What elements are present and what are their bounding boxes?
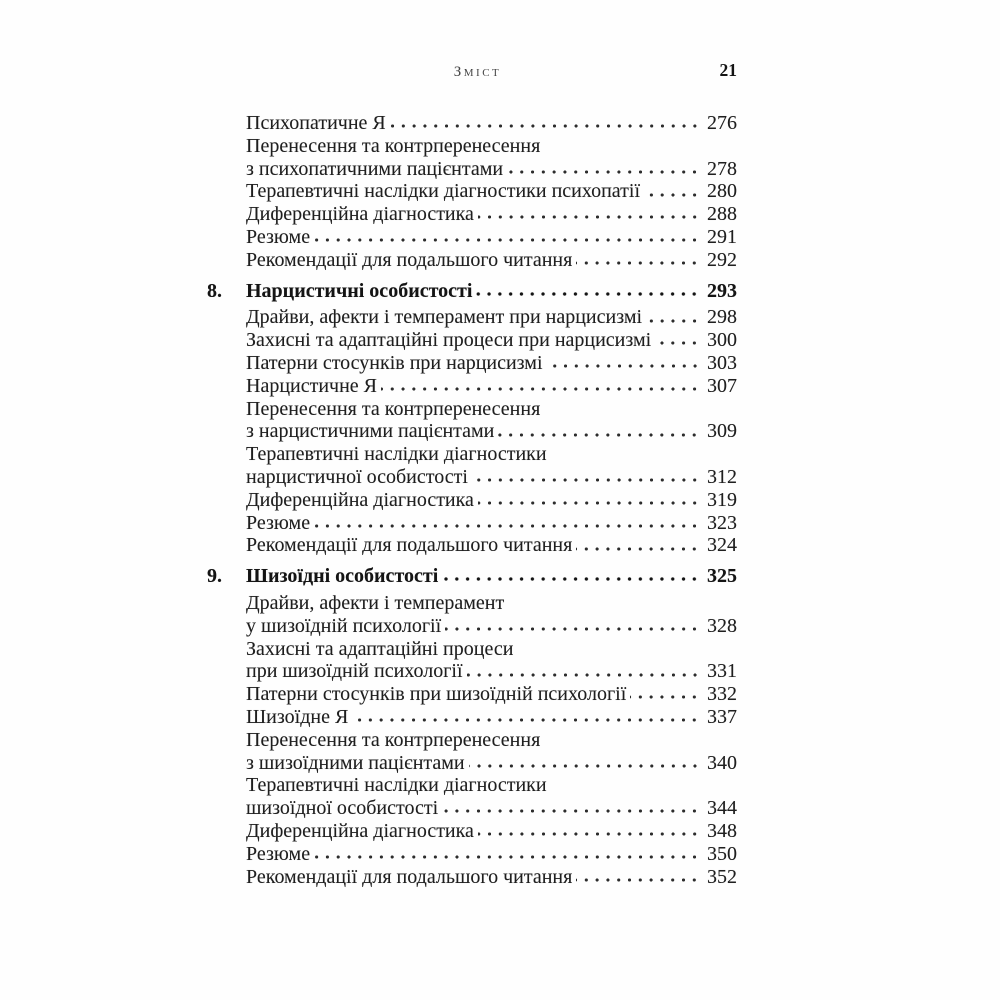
toc-entry-page: 291 [707, 225, 737, 248]
toc-entry-title: Нарцистичне Я [246, 374, 378, 397]
dot-leader [478, 820, 703, 843]
toc-entry-row [246, 820, 737, 843]
toc-entry-page: 325 [707, 565, 737, 588]
toc-entry-row [246, 534, 737, 557]
toc-entry-title: Терапевтичні наслідки діагностики [246, 443, 547, 466]
toc-entry-page: 312 [707, 465, 737, 488]
toc-entry-title: Перенесення та контрперенесення [246, 728, 541, 751]
toc-entry-row [246, 306, 737, 329]
toc-entry-row [246, 592, 737, 615]
dot-leader [314, 512, 703, 535]
toc-entry-title: Перенесення та контрперенесення [246, 134, 541, 157]
chapter-number: 9. [207, 565, 222, 588]
toc-chapter-row [207, 565, 737, 588]
toc-entry-title: Рекомендації для подальшого читання [246, 865, 573, 888]
toc-entry-page: 298 [707, 306, 737, 329]
toc-entry-row [246, 660, 737, 683]
dot-leader [547, 352, 703, 375]
toc-entry-title: Диференційна діагностика [246, 488, 474, 511]
toc-entry-title: при шизоїдній психології [246, 660, 463, 683]
toc-entry-title: Патерни стосунків при нарцисизмі [246, 351, 543, 374]
toc-entry-row [246, 420, 737, 443]
toc-entry-row [246, 512, 737, 535]
toc-entry-title: у шизоїдній психології [246, 614, 442, 637]
toc-entry-page: 331 [707, 660, 737, 683]
toc-entry-row [246, 706, 737, 729]
toc-entry-title: Рекомендації для подальшого читання [246, 534, 573, 557]
toc-entry-page: 344 [707, 797, 737, 820]
toc-entry-page: 276 [707, 112, 737, 134]
running-head [246, 62, 737, 84]
toc-entry-title: Патерни стосунків при шизоїдній психології [246, 683, 627, 706]
toc-entry-row [246, 226, 737, 249]
toc-entry-title: Диференційна діагностика [246, 819, 474, 842]
toc-entry-page: 278 [707, 157, 737, 180]
toc-entry-page: 309 [707, 420, 737, 443]
toc-entry-page: 352 [707, 865, 737, 888]
dot-leader [576, 534, 703, 557]
toc-entry-title: Терапевтичні наслідки діагностики [246, 774, 547, 797]
dot-leader [478, 489, 703, 512]
toc-entry-title: нарцистичної особистості [246, 465, 468, 488]
dot-leader [476, 280, 703, 303]
toc-entry-row [246, 774, 737, 797]
toc-entry-page: 350 [707, 842, 737, 865]
toc-entry-page: 280 [707, 180, 737, 203]
toc-entry-row [246, 375, 737, 398]
toc-entry-title: Резюме [246, 511, 311, 534]
dot-leader [442, 565, 703, 588]
toc-entry-row [246, 203, 737, 226]
toc-entry-row [246, 797, 737, 820]
dot-leader [445, 615, 703, 638]
dot-leader [507, 158, 703, 181]
toc-entry-row [246, 752, 737, 775]
chapter-number: 8. [207, 279, 222, 302]
toc-entry-page: 303 [707, 351, 737, 374]
toc-entry-page: 319 [707, 488, 737, 511]
dot-leader [352, 706, 703, 729]
toc-entry-row [246, 398, 737, 421]
dot-leader [472, 466, 703, 489]
dot-leader [498, 420, 703, 443]
toc-entry-row [246, 352, 737, 375]
toc-entry-title: шизоїдної особистості [246, 797, 439, 820]
toc-entry-title: Диференційна діагностика [246, 203, 474, 226]
toc-entry-page: 337 [707, 705, 737, 728]
toc-entry-title: Перенесення та контрперенесення [246, 397, 541, 420]
toc-entry-title: Рекомендації для подальшого читання [246, 248, 573, 271]
toc-entry-page: 288 [707, 203, 737, 226]
toc-entry-row [246, 329, 737, 352]
toc-entry-row [246, 683, 737, 706]
toc-entry-title: Драйви, афекти і темперамент при нарцисизмі [246, 306, 643, 329]
toc-entry-page: 332 [707, 683, 737, 706]
toc-chapter-row [207, 279, 737, 303]
dot-leader [390, 112, 703, 135]
toc-entry-row [246, 135, 737, 158]
dot-leader [314, 843, 703, 866]
toc-entry-row [246, 112, 737, 135]
toc-entry-row [246, 638, 737, 661]
dot-leader [576, 249, 703, 272]
toc-entry-row [246, 843, 737, 866]
toc-entry-row [246, 466, 737, 489]
toc-entry-title: Терапевтичні наслідки діагностики психопатії [246, 180, 641, 203]
toc-entry-page: 323 [707, 511, 737, 534]
toc-entry-row [246, 158, 737, 181]
dot-leader [442, 797, 703, 820]
toc-entry-title: Захисні та адаптаційні процеси [246, 637, 514, 660]
toc-entry-page: 348 [707, 819, 737, 842]
table-of-contents [207, 112, 737, 888]
page-header-title: Зміст [453, 64, 502, 80]
toc-entry-row [246, 866, 737, 889]
toc-entry-page: 292 [707, 248, 737, 271]
toc-entry-title: Психопатичне Я [246, 112, 386, 134]
toc-entry-title: Драйви, афекти і темперамент [246, 591, 505, 614]
toc-entry-title: Резюме [246, 842, 311, 865]
dot-leader [381, 375, 703, 398]
dot-leader [469, 752, 703, 775]
dot-leader [630, 683, 703, 706]
toc-entry-page: 293 [707, 279, 737, 302]
toc-entry-page: 340 [707, 751, 737, 774]
toc-entry-title: Шизоїдні особистості [246, 565, 439, 588]
dot-leader [478, 203, 703, 226]
dot-leader [314, 226, 703, 249]
toc-entry-title: з психопатичними пацієнтами [246, 157, 504, 180]
dot-leader [644, 180, 703, 203]
page-number: 21 [719, 60, 737, 80]
toc-entry-row [246, 615, 737, 638]
toc-entry-page: 328 [707, 614, 737, 637]
toc-entry-row [246, 443, 737, 466]
toc-entry-title: Захисні та адаптаційні процеси при нарцисизмі [246, 329, 652, 352]
dot-leader [576, 866, 703, 889]
toc-entry-title: Нарцистичні особистості [246, 279, 473, 302]
toc-entry-row [246, 249, 737, 272]
toc-entry-page: 307 [707, 374, 737, 397]
toc-entry-row [246, 729, 737, 752]
toc-entry-page: 324 [707, 534, 737, 557]
toc-entry-title: з шизоїдними пацієнтами [246, 751, 465, 774]
toc-entry-row [246, 489, 737, 512]
toc-entry-row [246, 180, 737, 203]
dot-leader [646, 306, 703, 329]
dot-leader [467, 660, 703, 683]
toc-entry-title: Резюме [246, 225, 311, 248]
dot-leader [655, 329, 703, 352]
toc-entry-page: 300 [707, 329, 737, 352]
toc-entry-title: Шизоїдне Я [246, 705, 349, 728]
toc-entry-title: з нарцистичними пацієнтами [246, 420, 495, 443]
